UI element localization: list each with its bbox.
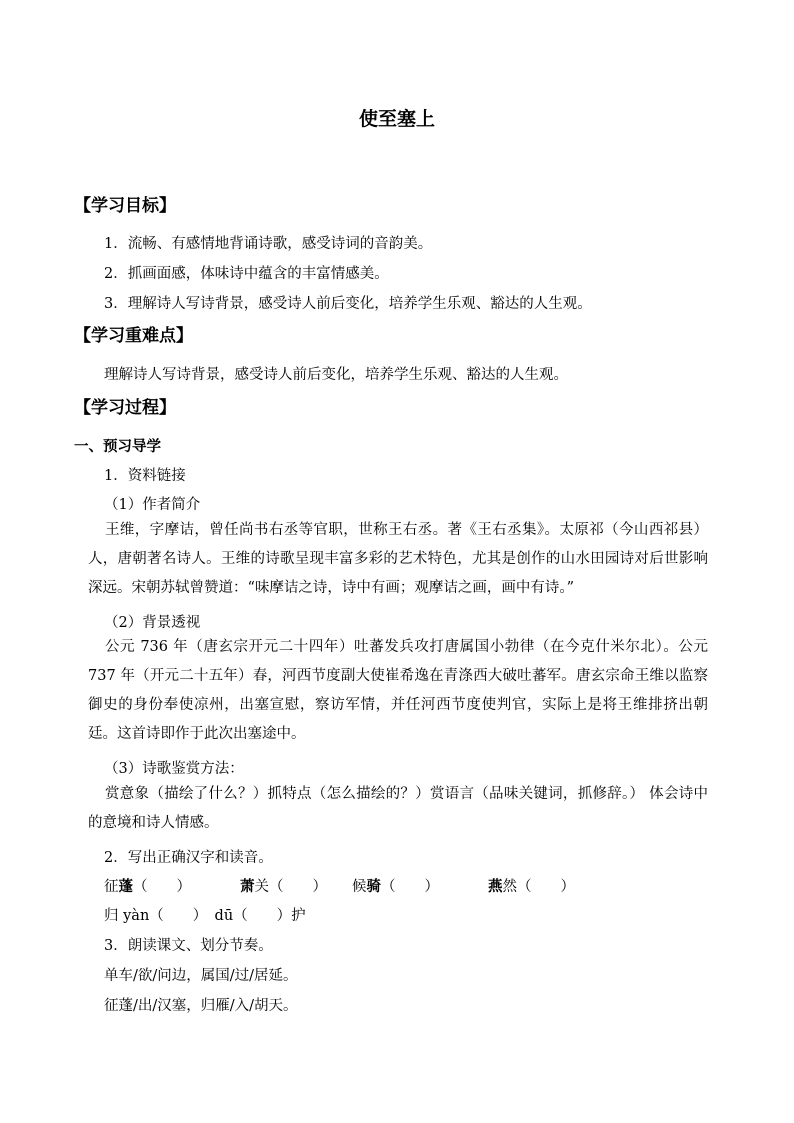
- page-title: 使至塞上: [358, 108, 435, 130]
- pinyin-entry-4: 燕然（ ）: [488, 878, 575, 895]
- pinyin-entry-1: 征蓬（ ）: [104, 878, 191, 895]
- item3-read: 3．朗读课文、划分节奏。: [104, 938, 273, 954]
- goal-item-1: 1．流畅、有感情地背诵诗歌，感受诗词的音韵美。: [104, 236, 433, 252]
- goal-item-3: 3．理解诗人写诗背景，感受诗人前后变化，培养学生乐观、豁达的人生观。: [104, 296, 592, 312]
- goals-heading: 【学习目标】: [74, 196, 176, 216]
- item2-write: 2．写出正确汉字和读音。: [104, 850, 273, 866]
- pinyin-entry-3: 候骑（ ）: [352, 878, 439, 895]
- background-text: 公元 736 年（唐玄宗开元二十四年）吐蕃发兵攻打唐属国小勃律（在今克什米尔北）。公元 737 年（开元二十五年）春，河西节度副大使崔希逸在青涤西大破吐蕃军。唐玄宗命王维以监察御史的身份奉使凉州，出塞宣慰，察访军情，并任河西节度使判官，实际上是将王维排挤出朝廷。这首诗即作于此次出塞途中。: [88, 639, 708, 742]
- rhythm-line-1: 单车/欲/问边，属国/过/居延。: [104, 968, 298, 984]
- goal-item-2: 2．抓画面感，体味诗中蕴含的丰富情感美。: [104, 266, 389, 282]
- part1-title: 一、预习导学: [74, 439, 161, 455]
- pinyin-entry-2: 萧关（ ）: [240, 878, 327, 895]
- key-points-heading: 【学习重难点】: [74, 326, 193, 346]
- author-heading: （1）作者简介: [104, 497, 201, 513]
- pinyin-row-2: 归 yàn（ ） dū（ ）护: [104, 908, 306, 924]
- author-text: 王维，字摩诘，曾任尚书右丞等官职，世称王右丞。著《王右丞集》。太原祁（今山西祁县）人，唐朝著名诗人。王维的诗歌呈现丰富多彩的艺术特色，尤其是创作的山水田园诗对后世影响深远。宋朝苏轼曾赞道：“味摩诘之诗，诗中有画；观摩诘之画，画中有诗。”: [88, 522, 708, 596]
- background-heading: （2）背景透视: [104, 615, 201, 631]
- method-text: 赏意象（描绘了什么？）抓特点（怎么描绘的？）赏语言（品味关键词，抓修辞。） 体会诗中的意境和诗人情感。: [88, 786, 708, 831]
- method-heading: （3）诗歌鉴赏方法：: [104, 761, 244, 777]
- key-points-text: 理解诗人写诗背景，感受诗人前后变化，培养学生乐观、豁达的人生观。: [104, 367, 568, 383]
- rhythm-line-2: 征蓬/出/汉塞，归雁/入/胡天。: [104, 998, 298, 1014]
- process-heading: 【学习过程】: [74, 398, 176, 418]
- item1-resources: 1．资料链接: [104, 468, 186, 484]
